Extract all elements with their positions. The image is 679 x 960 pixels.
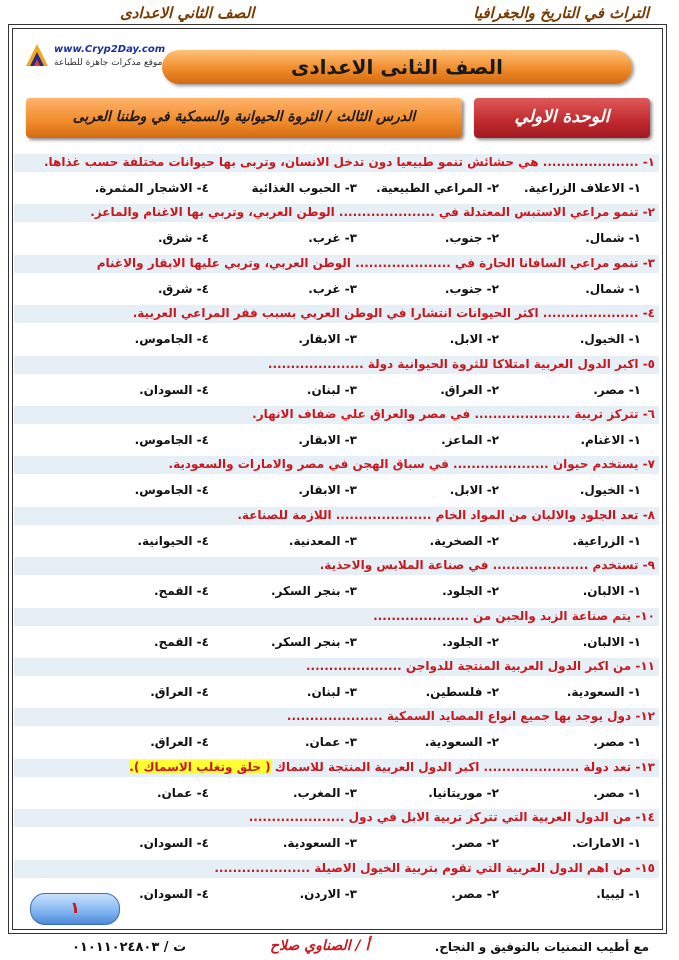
- answer-option: ١- الخيول.: [579, 332, 641, 346]
- lesson-title: الدرس الثالث / الثروة الحيوانية والسمكية في وطننا العربى: [72, 109, 416, 125]
- answer-option: ٤- شرق.: [157, 282, 209, 296]
- answer-option: ٢- الابل.: [449, 483, 499, 497]
- question-text-body: ١٤- من الدول العربية التي تتركز تربية الابل في دول .....................: [248, 810, 655, 824]
- grade-banner: [162, 50, 632, 84]
- answer-option: ٢- جنوب.: [444, 231, 499, 245]
- question-text-body: ١- ..................... هي حشائش تنمو طبيعيا دون تدخل الانسان، وتربى بها حيوانات مختلفة حسب غذاها.: [43, 155, 655, 169]
- answer-option: ٣- المعدنية.: [288, 534, 357, 548]
- answer-option: ١- الاغنام.: [580, 433, 641, 447]
- answer-option: ١- مصر.: [593, 735, 641, 749]
- question-highlight: ( حلق وتغلب الاسماك ).: [129, 760, 271, 774]
- answer-option: ٤- الحيوانية.: [137, 534, 209, 548]
- answer-option: ٢- مصر.: [451, 887, 499, 901]
- answer-option: ١- الاعلاف الزراعية.: [524, 181, 641, 195]
- answer-option: ٤- السودان.: [139, 836, 209, 850]
- answer-option: ٤- الجاموس.: [134, 433, 209, 447]
- answer-option: ٣- المغرب.: [292, 786, 357, 800]
- footer-teacher: أ / الصناوي صلاح: [270, 938, 370, 954]
- answer-option: ٤- الاشجار المثمرة.: [94, 181, 209, 195]
- answer-option: ٤- الجاموس.: [134, 332, 209, 346]
- answer-option: ٤- السودان.: [139, 383, 209, 397]
- answer-option: ٣- بنجر السكر.: [270, 584, 357, 598]
- answer-option: ٣- غرب.: [308, 282, 357, 296]
- footer: [0, 938, 679, 958]
- answer-option: ٢- المراعي الطبيعية.: [376, 181, 499, 195]
- question-text-body: ٦- تتركز تربية ..................... في مصر والعراق علي ضفاف الانهار.: [252, 407, 655, 421]
- subject-header: التراث في التاريخ والجغرافيا: [473, 4, 649, 22]
- answer-option: ٤- شرق.: [157, 231, 209, 245]
- answer-option: ٤- الجاموس.: [134, 483, 209, 497]
- grade-banner-title: الصف الثانى الاعدادى: [290, 55, 503, 79]
- question-text: [44, 155, 655, 169]
- question-text-body: ١٢- دول يوجد بها جميع انواع المصايد السمكية .....................: [286, 709, 655, 723]
- lesson-title-box: [26, 98, 462, 138]
- answer-option: ٢- الماعز.: [441, 433, 499, 447]
- logo-icon: [24, 42, 50, 68]
- answer-option: ١- ليبيا.: [596, 887, 641, 901]
- answer-option: ٤- السودان.: [139, 887, 209, 901]
- answer-option: ٣- الابقار.: [298, 332, 357, 346]
- answer-option: ١- الزراعية.: [572, 534, 641, 548]
- answer-option: ١- شمال.: [585, 282, 641, 296]
- answer-option: ٢- مصر.: [451, 836, 499, 850]
- logo-tagline: موقع مذكرات جاهزة للطباعة: [54, 58, 163, 68]
- question-text-body: ٣- تنمو مراعي السافانا الحارة في ..................... الوطن العربي، وتربي عليها الابقار والاغنام: [96, 256, 655, 270]
- answer-option: ١- مصر.: [593, 786, 641, 800]
- answer-option: ٣- الابقار.: [298, 433, 357, 447]
- question-text: [306, 659, 655, 673]
- answer-option: ٤- عمان.: [156, 786, 209, 800]
- answer-option: ٢- العراق.: [440, 383, 499, 397]
- answer-option: ٤- العراق.: [150, 685, 209, 699]
- answer-option: ٣- السعودية.: [282, 836, 357, 850]
- answer-option: ٣- لبنان.: [306, 383, 357, 397]
- question-text: [252, 407, 655, 421]
- top-header: [0, 4, 679, 26]
- question-text: [129, 760, 655, 774]
- footer-wish: مع أطيب التمنيات بالتوفيق و النجاح.: [434, 940, 649, 954]
- answer-option: ٣- غرب.: [308, 231, 357, 245]
- grade-header: الصف الثاني الاعدادى: [120, 4, 255, 22]
- question-text: [90, 205, 655, 219]
- answer-option: ١- مصر.: [593, 383, 641, 397]
- answer-option: ٤- القمح.: [154, 584, 209, 598]
- answer-option: ١- الامارات.: [571, 836, 641, 850]
- answer-option: ٢- فلسطين.: [425, 685, 499, 699]
- question-text-body: ٩- تستخدم ..................... في صناعة الملابس والاحذية.: [319, 558, 655, 572]
- question-text: [169, 457, 655, 471]
- answer-option: ٤- العراق.: [150, 735, 209, 749]
- answer-option: ٣- الحبوب الغذائية: [251, 181, 357, 195]
- question-text: [249, 810, 655, 824]
- question-text: [133, 306, 655, 320]
- answer-option: ٢- السعودية.: [424, 735, 499, 749]
- answer-option: ٢- الصخرية.: [429, 534, 499, 548]
- question-text-body: ٥- اكبر الدول العربية امتلاكا للثروة الحيوانية دولة .....................: [267, 357, 655, 371]
- answer-option: ١- الالبان.: [582, 635, 641, 649]
- answer-option: ٤- القمح.: [154, 635, 209, 649]
- answer-option: ٢- الجلود.: [442, 635, 499, 649]
- answer-option: ٣- عمان.: [304, 735, 357, 749]
- page-number-badge: [30, 893, 120, 925]
- unit-label: الوحدة الاولي: [514, 107, 610, 127]
- answer-option: ١- الالبان.: [582, 584, 641, 598]
- answer-option: ١- السعودية.: [566, 685, 641, 699]
- question-text-body: ٤- ..................... اكثر الحيوانات انتشارا في الوطن العربي بسبب فقر المراعي العربية.: [132, 306, 655, 320]
- answer-option: ٢- الجلود.: [442, 584, 499, 598]
- answer-option: ١- شمال.: [585, 231, 641, 245]
- question-text: [237, 508, 655, 522]
- question-text: [97, 256, 655, 270]
- answer-option: ٣- بنجر السكر.: [270, 635, 357, 649]
- question-text: [268, 357, 655, 371]
- page-number: ١: [70, 898, 80, 917]
- answer-option: ٢- جنوب.: [444, 282, 499, 296]
- question-text-body: ٨- تعد الجلود والالبان من المواد الخام ..................... اللازمة للصناعة.: [237, 508, 655, 522]
- answer-option: ٢- موريتانيا.: [428, 786, 499, 800]
- answer-option: ٣- الابقار.: [298, 483, 357, 497]
- answer-option: ٣- الاردن.: [299, 887, 357, 901]
- question-text: [320, 558, 655, 572]
- question-text-body: ١٣- تعد دولة ..................... اكبر الدول العربية المنتجة للاسماك: [274, 760, 655, 774]
- question-text: [287, 709, 655, 723]
- question-text-body: ٢- تنمو مراعي الاستبس المعتدلة في ..................... الوطن العربي، وتربي بها الاغنام والماعز.: [90, 205, 655, 219]
- question-text-body: ١٥- من اهم الدول العربية التي تقوم بتربية الخيول الاصيلة .....................: [214, 861, 655, 875]
- answer-option: ١- الخيول.: [579, 483, 641, 497]
- logo-url: www.Cryp2Day.com: [54, 44, 166, 55]
- question-text-body: ١١- من اكبر الدول العربية المنتجة للدواجن .....................: [306, 659, 655, 673]
- answer-option: ٢- الابل.: [449, 332, 499, 346]
- unit-label-box: [474, 98, 650, 138]
- site-logo: [24, 38, 164, 78]
- question-text-body: ٧- يستخدم حيوان ..................... في سباق الهجن في مصر والامارات والسعودية.: [168, 457, 655, 471]
- question-text: [214, 861, 655, 875]
- question-text: [373, 609, 655, 623]
- question-text-body: ١٠- يتم صناعة الزبد والجبن من .....................: [373, 609, 655, 623]
- footer-phone: ت / ٠١٠١١٠٢٤٨٠٣: [72, 940, 187, 955]
- answer-option: ٣- لبنان.: [306, 685, 357, 699]
